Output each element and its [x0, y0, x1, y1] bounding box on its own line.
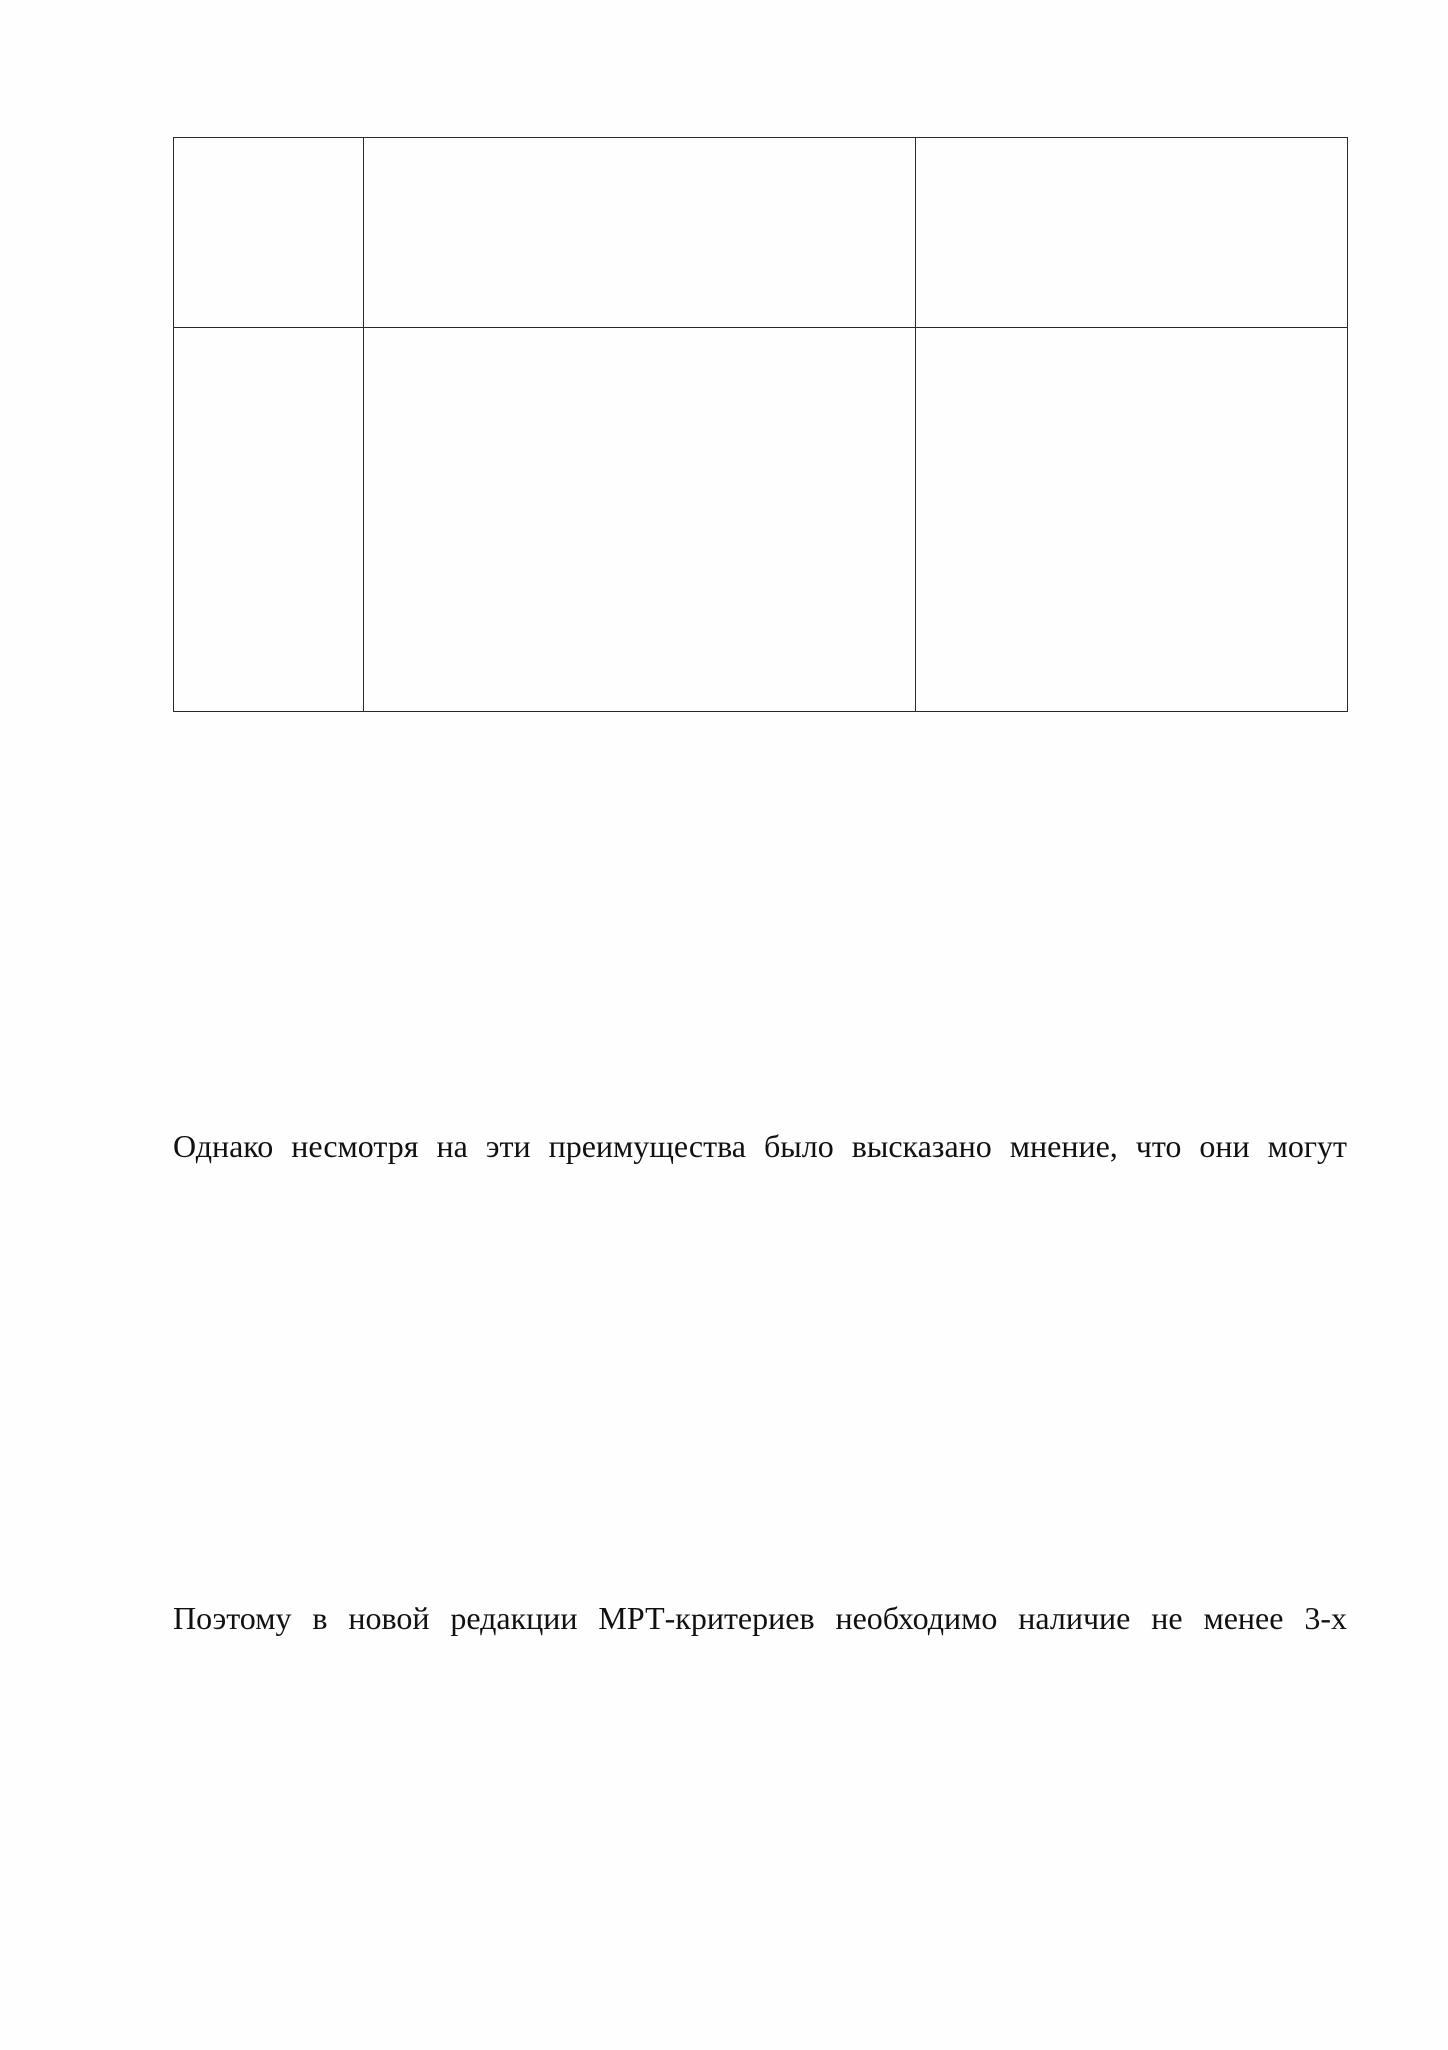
paragraph-line: Поэтому в новой редакции МРТ-критериев необходимо наличие не менее 3-х [173, 1600, 1347, 1636]
table-row [174, 138, 1348, 328]
table-cell [916, 328, 1348, 712]
empty-table [173, 137, 1348, 712]
table-cell [174, 138, 364, 328]
table-cell [174, 328, 364, 712]
table-cell [364, 138, 916, 328]
table-cell [916, 138, 1348, 328]
table-row [174, 328, 1348, 712]
table-cell [364, 328, 916, 712]
paragraph-line: Однако несмотря на эти преимущества было высказано мнение, что они могут [173, 1128, 1347, 1164]
